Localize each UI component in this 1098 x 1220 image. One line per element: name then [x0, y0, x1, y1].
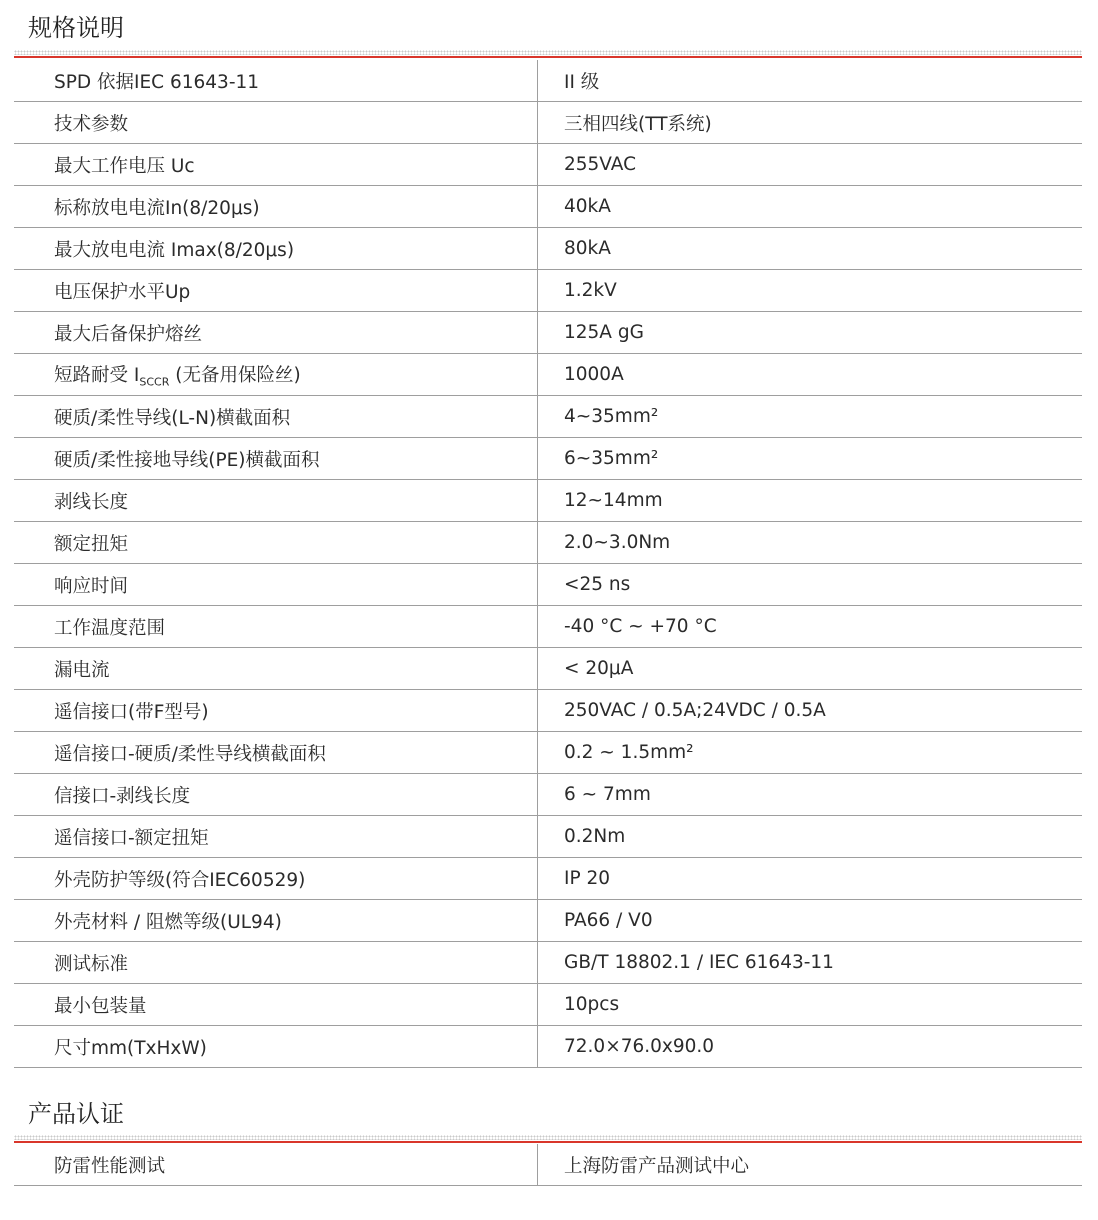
- spec-value: -40 °C ~ +70 °C: [538, 606, 1083, 648]
- table-row: [14, 1144, 1082, 1186]
- spec-key: 遥信接口(带F型号): [14, 690, 538, 732]
- table-row: [14, 312, 1082, 354]
- spec-key: 外壳材料 / 阻燃等级(UL94): [14, 900, 538, 942]
- table-row: [14, 942, 1082, 984]
- spec-key: 额定扭矩: [14, 522, 538, 564]
- spec-value: <25 ns: [538, 564, 1083, 606]
- spec-key: 尺寸mm(TxHxW): [14, 1026, 538, 1068]
- cert-section-title: 产品认证: [28, 1100, 124, 1128]
- table-row: [14, 1026, 1082, 1068]
- table-row: [14, 270, 1082, 312]
- table-row: [14, 60, 1082, 102]
- spec-value: 10pcs: [538, 984, 1083, 1026]
- spec-key: 遥信接口-额定扭矩: [14, 816, 538, 858]
- cert-key: 防雷性能测试: [14, 1144, 538, 1186]
- table-row: [14, 354, 1082, 396]
- spec-key: 最大放电电流 Imax(8/20μs): [14, 228, 538, 270]
- spec-key: 信接口-剥线长度: [14, 774, 538, 816]
- spec-value: 125A gG: [538, 312, 1083, 354]
- spec-key: 外壳防护等级(符合IEC60529): [14, 858, 538, 900]
- table-row: [14, 732, 1082, 774]
- spec-key: 最小包装量: [14, 984, 538, 1026]
- spec-key: 工作温度范围: [14, 606, 538, 648]
- table-row: [14, 438, 1082, 480]
- spec-key: 剥线长度: [14, 480, 538, 522]
- table-row: [14, 228, 1082, 270]
- spec-value: PA66 / V0: [538, 900, 1083, 942]
- spec-key: 标称放电电流In(8/20μs): [14, 186, 538, 228]
- table-row: [14, 816, 1082, 858]
- spec-value: II 级: [538, 60, 1083, 102]
- spec-key: 硬质/柔性接地导线(PE)横截面积: [14, 438, 538, 480]
- spec-value: 255VAC: [538, 144, 1083, 186]
- table-row: [14, 564, 1082, 606]
- table-row: [14, 690, 1082, 732]
- spec-key: 测试标准: [14, 942, 538, 984]
- spec-key: 技术参数: [14, 102, 538, 144]
- spec-value: 4~35mm²: [538, 396, 1083, 438]
- spec-value: GB/T 18802.1 / IEC 61643-11: [538, 942, 1083, 984]
- spec-table: [14, 60, 1082, 1068]
- spec-key: 漏电流: [14, 648, 538, 690]
- spec-key: 硬质/柔性导线(L-N)横截面积: [14, 396, 538, 438]
- table-row: [14, 102, 1082, 144]
- spec-value: 三相四线(TT系统): [538, 102, 1083, 144]
- table-row: [14, 648, 1082, 690]
- spec-key: SPD 依据IEC 61643-11: [14, 60, 538, 102]
- spec-value: 40kA: [538, 186, 1083, 228]
- table-row: [14, 858, 1082, 900]
- spec-value: 1000A: [538, 354, 1083, 396]
- table-row: [14, 480, 1082, 522]
- spec-value: 250VAC / 0.5A;24VDC / 0.5A: [538, 690, 1083, 732]
- spec-key: 遥信接口-硬质/柔性导线横截面积: [14, 732, 538, 774]
- spec-value: 0.2Nm: [538, 816, 1083, 858]
- table-row: [14, 606, 1082, 648]
- table-row: [14, 900, 1082, 942]
- spec-value: 2.0~3.0Nm: [538, 522, 1083, 564]
- spec-key-main: 短路耐受 I: [54, 364, 140, 386]
- table-row: [14, 984, 1082, 1026]
- table-row: [14, 396, 1082, 438]
- table-row: [14, 774, 1082, 816]
- cert-table: [14, 1144, 1082, 1186]
- cert-value: 上海防雷产品测试中心: [538, 1144, 1083, 1186]
- spec-key-tail: (无备用保险丝): [169, 364, 301, 386]
- spec-key: 最大后备保护熔丝: [14, 312, 538, 354]
- spec-value: 0.2 ~ 1.5mm²: [538, 732, 1083, 774]
- spec-key: [14, 354, 538, 396]
- spec-key: 响应时间: [14, 564, 538, 606]
- spec-value: 72.0×76.0x90.0: [538, 1026, 1083, 1068]
- spec-value: 1.2kV: [538, 270, 1083, 312]
- spec-value: 80kA: [538, 228, 1083, 270]
- table-row: [14, 522, 1082, 564]
- spec-value: 6 ~ 7mm: [538, 774, 1083, 816]
- spec-divider: [14, 50, 1082, 60]
- table-row: [14, 186, 1082, 228]
- spec-value: < 20μA: [538, 648, 1083, 690]
- spec-value: 6~35mm²: [538, 438, 1083, 480]
- spec-value: 12~14mm: [538, 480, 1083, 522]
- spec-section-title: 规格说明: [28, 14, 124, 42]
- table-row: [14, 144, 1082, 186]
- spec-key: 电压保护水平Up: [14, 270, 538, 312]
- spec-key-subscript: SCCR: [139, 375, 170, 389]
- spec-value: IP 20: [538, 858, 1083, 900]
- spec-key: 最大工作电压 Uc: [14, 144, 538, 186]
